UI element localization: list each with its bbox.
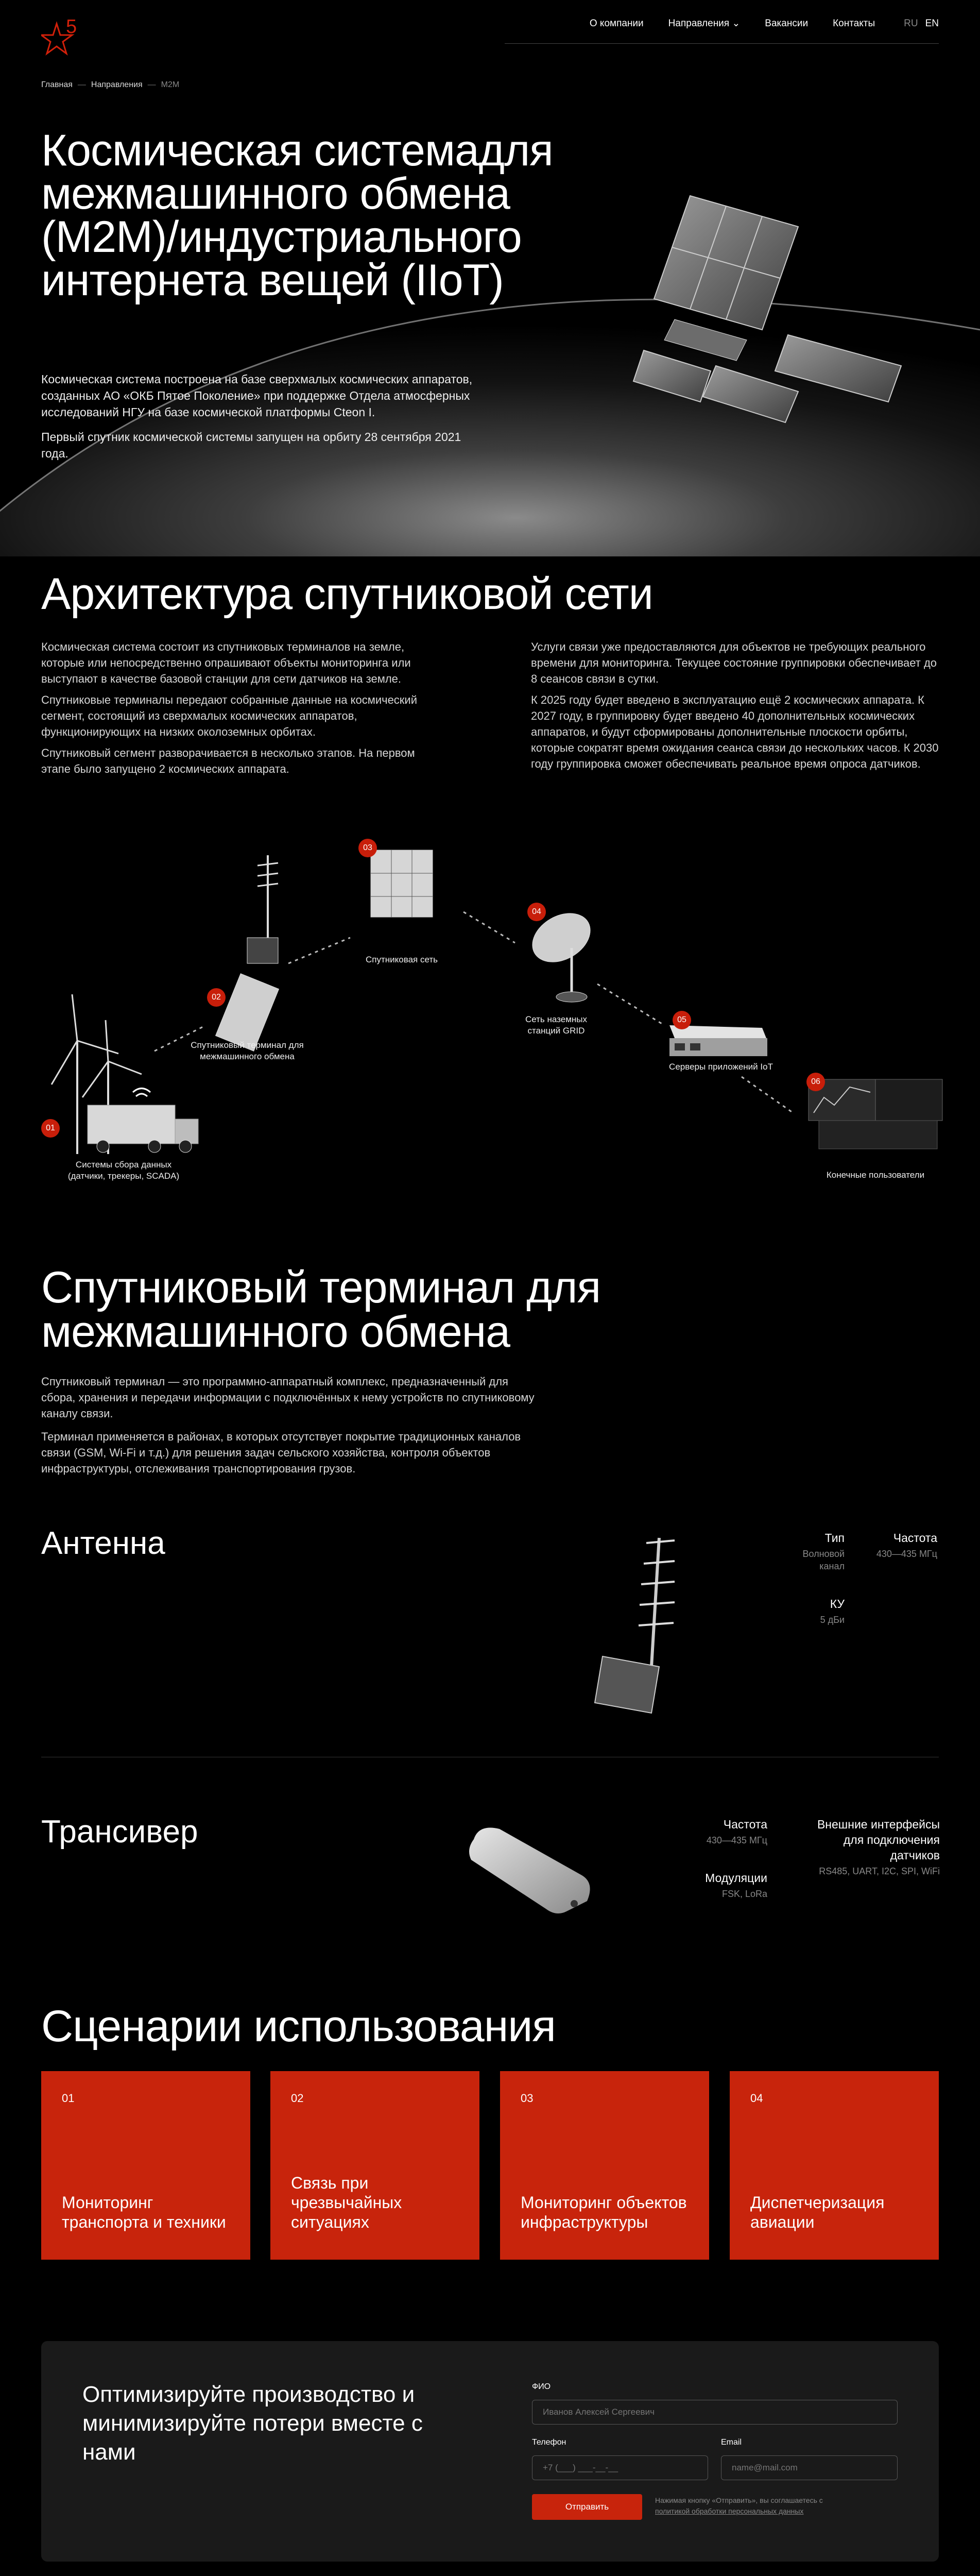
spec-value: FSK, LoRa xyxy=(721,1889,767,1899)
language-switch xyxy=(904,18,939,29)
logo[interactable] xyxy=(41,13,88,60)
breadcrumb-current: M2M xyxy=(161,80,180,89)
antenna-spec-type xyxy=(783,1530,845,1572)
spec-value: 5 дБи xyxy=(820,1615,845,1625)
satellite-network-illustration xyxy=(371,850,433,917)
email-input[interactable] xyxy=(721,2455,898,2480)
spec-heading: КУ xyxy=(830,1597,845,1611)
transceiver-image xyxy=(463,1819,597,1917)
scenario-number: 01 xyxy=(62,2092,75,2105)
spec-value: 430—435 МГц xyxy=(706,1835,767,1845)
scenario-card[interactable] xyxy=(270,2071,479,2260)
antenna-spec-frequency xyxy=(855,1530,937,1560)
breadcrumb-separator: — xyxy=(147,80,156,89)
terminal-illustration xyxy=(216,855,279,1051)
hero-description: Космическая система построена на базе сверхмалых космических аппаратов, созданных АО «ОКБ Пятое Поколение» при поддержке Отдела атмосферных исследований НГУ на базе космической платформы Cteon I. xyxy=(41,372,473,419)
header-divider xyxy=(505,43,939,44)
spec-heading: Частота xyxy=(723,1818,767,1831)
diagram-label: Спутниковый терминал для межмашинного обмена xyxy=(191,1040,304,1061)
arch-paragraph: Услуги связи уже предоставляются для объектов не требующих реального времени для мониторинга. Текущее состояние группировки обеспечивает до 8 сеансов связи в сутки. xyxy=(531,640,937,685)
scenario-number: 04 xyxy=(750,2092,763,2105)
spec-heading: Модуляции xyxy=(705,1871,767,1885)
diagram-step-badge: 03 xyxy=(358,839,377,857)
phone-label: Телефон xyxy=(532,2438,566,2447)
scenarios-title: Сценарии использования xyxy=(41,2002,556,2051)
servers-illustration xyxy=(669,1025,767,1056)
scenario-title: Связь при чрезвычайных ситуациях xyxy=(291,2174,402,2231)
terminal-description xyxy=(41,1374,536,1477)
scenario-card[interactable] xyxy=(500,2071,709,2260)
diagram-step-badge: 04 xyxy=(527,903,546,921)
nav-about[interactable]: О компании xyxy=(589,18,644,29)
diagram-label: Серверы приложений IoT xyxy=(669,1062,773,1072)
lang-ru[interactable]: RU xyxy=(904,18,918,29)
architecture-left-text xyxy=(41,639,438,777)
spec-value: 430—435 МГц xyxy=(876,1549,937,1559)
breadcrumb-separator: — xyxy=(77,80,86,89)
scenario-title: Мониторинг объектов инфраструктуры xyxy=(521,2193,687,2231)
diagram-step-badge: 01 xyxy=(41,1119,60,1138)
chevron-down-icon: ⌄ xyxy=(732,18,741,29)
wifi-icon xyxy=(133,1089,150,1097)
antenna-title: Антенна xyxy=(41,1526,165,1561)
logo-digit: 5 xyxy=(66,16,77,38)
transceiver-spec-modulation xyxy=(690,1870,767,1900)
spec-heading: Частота xyxy=(893,1531,937,1545)
fio-input[interactable] xyxy=(532,2400,898,2425)
antenna-image xyxy=(592,1533,711,1718)
submit-button[interactable]: Отправить xyxy=(532,2494,642,2520)
diagram-step-badge: 06 xyxy=(806,1073,825,1091)
diagram-step-badge: 05 xyxy=(673,1011,691,1029)
nav-contacts[interactable]: Контакты xyxy=(833,18,875,29)
nav-directions-label: Направления xyxy=(668,18,730,29)
transceiver-title: Трансивер xyxy=(41,1814,198,1850)
diagram-label: Системы сбора данных (датчики, трекеры, SCADA) xyxy=(67,1160,180,1181)
transceiver-spec-interfaces xyxy=(809,1817,940,1877)
breadcrumb-directions[interactable]: Направления xyxy=(91,80,143,89)
scenario-card[interactable] xyxy=(41,2071,250,2260)
transceiver-spec-frequency xyxy=(690,1817,767,1846)
breadcrumb xyxy=(41,80,179,90)
architecture-right-text xyxy=(531,639,943,772)
diagram-label: Спутниковая сеть xyxy=(366,955,438,964)
fio-label: ФИО xyxy=(532,2382,551,2391)
arch-paragraph: К 2025 году будет введено в эксплуатацию ещё 2 космических аппарата. К 2027 году, в группировку будет введено 40 дополнительных космических аппаратов, и будут сформированы дополнительные плоскости орбиты, которые сократят время ожидания сеанса связи до нескольких часов. К 2030 году группировка сможет обеспечивать реальное время опроса датчиков. xyxy=(531,693,939,770)
architecture-diagram xyxy=(0,824,980,1195)
terminal-paragraph: Терминал применяется в районах, в которых отсутствует покрытие традиционных каналов связи (GSM, Wi-Fi и т.д.) для решения задач сельского хозяйства, контроля объектов инфраструктуры, отслеживания транспортирования грузов. xyxy=(41,1430,521,1475)
nav-vacancies[interactable]: Вакансии xyxy=(765,18,809,29)
spec-heading: Тип xyxy=(824,1531,845,1545)
diagram-label: Конечные пользователи xyxy=(826,1170,925,1180)
scenario-card[interactable] xyxy=(730,2071,939,2260)
hero-launch-note: Первый спутник космической системы запущен на орбиту 28 сентября 2021 года. xyxy=(41,430,461,460)
main-nav xyxy=(590,18,939,29)
end-users-illustration xyxy=(809,1079,942,1149)
scenario-title: Мониторинг транспорта и техники xyxy=(62,2193,226,2231)
architecture-title: Архитектура спутниковой сети xyxy=(41,569,653,619)
consent-text: Нажимая кнопку «Отправить», вы соглашаетесь с xyxy=(655,2496,823,2504)
consent-note xyxy=(655,2495,840,2517)
scenario-number: 03 xyxy=(521,2092,534,2105)
terminal-title: Спутниковый терминал для межмашинного обмена xyxy=(41,1263,601,1357)
scenario-title: Диспетчеризация авиации xyxy=(750,2193,885,2231)
phone-input[interactable] xyxy=(532,2455,708,2480)
page-title: Космическая системадля межмашинного обмена (М2М)/индустриального интернета вещей (IIoT) xyxy=(41,126,553,305)
diagram-step-badge: 02 xyxy=(207,988,226,1007)
arch-paragraph: Спутниковые терминалы передают собранные данные на космический сегмент, состоящий из сверхмалых космических аппаратов, функционирующих на низких околоземных орбитах. xyxy=(41,693,418,738)
spec-value: RS485, UART, I2C, SPI, WiFi xyxy=(819,1866,940,1876)
arch-paragraph: Космическая система состоит из спутниковых терминалов на земле, которые или непосредственно опрашивают объекты мониторинга или выступают в качестве базовой станции для сети датчиков на земле. xyxy=(41,640,411,685)
lang-en[interactable]: EN xyxy=(925,18,939,29)
privacy-policy-link[interactable]: политикой обработки персональных данных xyxy=(655,2507,804,2515)
email-label: Email xyxy=(721,2438,742,2447)
spec-heading: Внешние интерфейсы для подключения датчиков xyxy=(817,1818,940,1862)
antenna-spec-gain xyxy=(783,1596,845,1626)
arch-paragraph: Спутниковый сегмент разворачивается в несколько этапов. На первом этапе было запущено 2 космических аппарата. xyxy=(41,747,415,775)
sensors-illustration xyxy=(51,994,198,1154)
breadcrumb-home[interactable]: Главная xyxy=(41,80,73,89)
diagram-label: Сеть наземных станций GRID xyxy=(525,1014,588,1036)
contact-form-title: Оптимизируйте производство и минимизируйте потери вместе с нами xyxy=(82,2382,423,2465)
terminal-paragraph: Спутниковый терминал — это программно-аппаратный комплекс, предназначенный для сбора, хранения и передачи информации с подключённых к нему устройств по спутниковому каналу связи. xyxy=(41,1375,535,1420)
spec-value: Волновой канал xyxy=(802,1549,845,1571)
nav-directions[interactable] xyxy=(668,18,741,29)
scenario-number: 02 xyxy=(291,2092,304,2105)
